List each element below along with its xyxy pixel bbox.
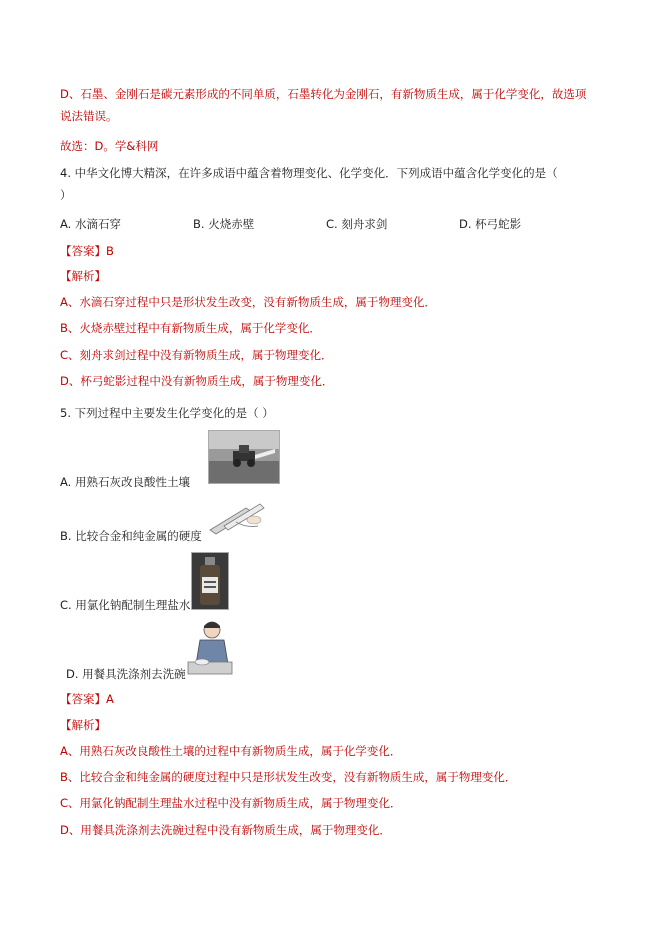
q5-answer: 【答案】A [60, 692, 114, 706]
prev-explanation-line1: D、石墨、金刚石是碳元素形成的不同单质，石墨转化为金刚石，有新物质生成，属于化学变化，故选项 [60, 87, 587, 101]
q5-stem: 5. 下列过程中主要发生化学变化的是（ ） [60, 406, 274, 420]
saline-bottle-image [191, 552, 229, 610]
q5-option-c: C. 用氯化钠配制生理盐水 [60, 598, 191, 612]
q4-option-c: C. 刻舟求剑 [326, 217, 388, 231]
q4-stem: 4. 中华文化博大精深，在许多成语中蕴含着物理变化、化学变化．下列成语中蕴含化学变化的是（ [60, 166, 558, 180]
q4-analysis-d: D、杯弓蛇影过程中没有新物质生成，属于物理变化． [60, 374, 334, 388]
q4-stem-end: ） [60, 188, 72, 202]
q5-analysis-b: B、比较合金和纯金属的硬度过程中只是形状发生改变，没有新物质生成，属于物理变化． [60, 770, 517, 784]
q4-answer: 【答案】B [60, 244, 114, 258]
q5-analysis-label: 【解析】 [60, 718, 106, 732]
metal-scratch-image [206, 500, 266, 538]
q5-option-b: B. 比较合金和纯金属的硬度 [60, 529, 202, 543]
q5-analysis-a: A、用熟石灰改良酸性土壤的过程中有新物质生成，属于化学变化． [60, 744, 402, 758]
q4-analysis-b: B、火烧赤壁过程中有新物质生成，属于化学变化． [60, 321, 321, 335]
q5-option-a: A. 用熟石灰改良酸性土壤 [60, 475, 190, 489]
q5-option-d: D. 用餐具洗涤剂去洗碗 [66, 667, 186, 681]
q5-analysis-c: C、用氯化钠配制生理盐水过程中没有新物质生成，属于物理变化． [60, 796, 402, 810]
prev-explanation-line2: 说法错误。 [60, 109, 118, 123]
q4-analysis-c: C、刻舟求剑过程中没有新物质生成，属于物理变化． [60, 348, 333, 362]
prev-answer: 故选：D。学&科网 [60, 139, 159, 153]
q4-option-b: B. 火烧赤壁 [193, 217, 255, 231]
q4-analysis-label: 【解析】 [60, 269, 106, 283]
q4-analysis-a: A、水滴石穿过程中只是形状发生改变，没有新物质生成，属于物理变化． [60, 295, 436, 309]
q5-analysis-d: D、用餐具洗涤剂去洗碗过程中没有新物质生成，属于物理变化． [60, 823, 391, 837]
tractor-field-image [208, 430, 280, 484]
washing-dishes-image [186, 618, 234, 676]
q4-option-d: D. 杯弓蛇影 [459, 217, 522, 231]
q4-option-a: A. 水滴石穿 [60, 217, 121, 231]
